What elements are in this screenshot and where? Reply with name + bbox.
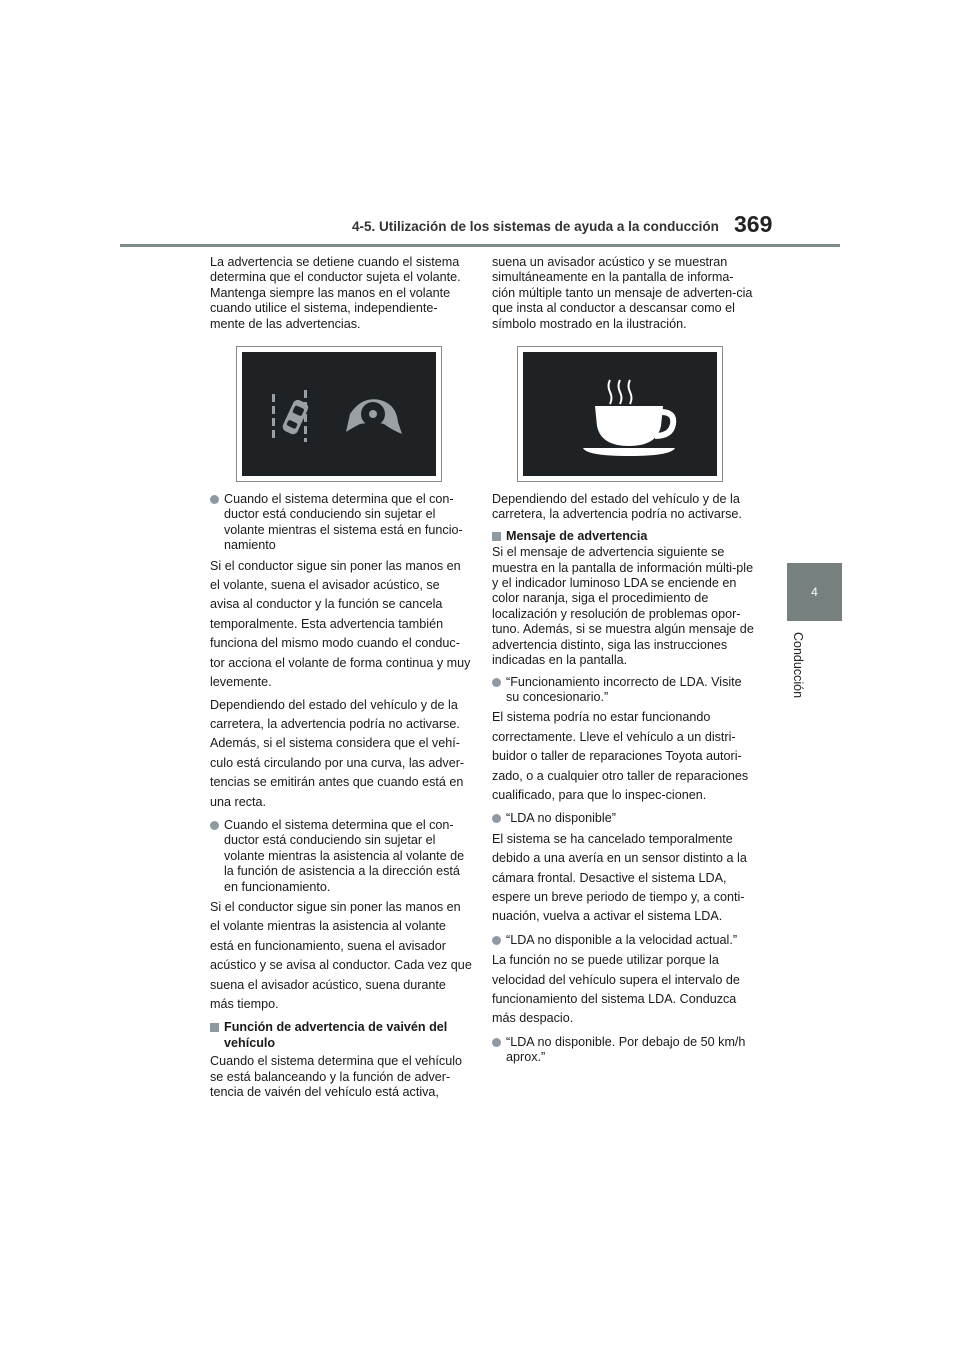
paragraph-hands-off-detail: Si el conductor sigue sin poner las manos en el volante, suena el avisador acústico, se avisa al conductor y la función se cancela temporalmente. Esta advertencia también funciona del mismo modo cuando el conduc-tor acciona el volante de forma continua y muy levemente.	[210, 558, 471, 690]
chapter-label: Conducción	[791, 632, 805, 699]
display-screen	[523, 352, 717, 476]
chapter-tab[interactable]: 4	[787, 563, 842, 621]
left-column	[210, 255, 472, 1100]
section-title: 4-5. Utilización de los sistemas de ayuda a la conducción	[352, 219, 719, 234]
paragraph-rest-condition: Dependiendo del estado del vehículo y de la carretera, la advertencia podría no activarse.	[492, 492, 742, 522]
rest-warning-figure	[517, 346, 723, 482]
coffee-cup-icon	[523, 352, 717, 476]
bullet-hands-off: Cuando el sistema determina que el con-ductor está conduciendo sin sujetar el volante mientras el sistema está en funcio-namiento	[210, 492, 472, 554]
paragraph-warning-message: Si el mensaje de advertencia siguiente se muestra en la pantalla de información múlti-ple y el indicador luminoso LDA se enciende en color naranja, siga el procedimiento de localización y resolución de problemas opor-tuno. Además, si se muestra algún mensaje de advertencia distinto, siga las instrucciones indicadas en la pantalla.	[492, 545, 754, 668]
bullet-lda-unavailable: “LDA no disponible”	[492, 811, 754, 826]
paragraph-sway-continued: suena un avisador acústico y se muestran simultáneamente en la pantalla de informa-ción múltiple tanto un mensaje de adverten-cia que insta al conductor a descansar como el símbolo mostrado en la ilustración.	[492, 255, 753, 331]
intro-paragraph: La advertencia se detiene cuando el sistema determina que el conductor sujeta el volante. Mantenga siempre las manos en el volante cuando utilice el sistema, independiente-mente de las advertencias.	[210, 255, 461, 331]
paragraph-lda-speed: La función no se puede utilizar porque la velocidad del vehículo supera el intervalo de funcionamiento del sistema LDA. Conduzca más despacio.	[492, 953, 740, 1026]
page-number: 369	[734, 211, 773, 237]
display-screen	[242, 352, 436, 476]
bullet-lda-malfunction: “Funcionamiento incorrecto de LDA. Visite su concesionario.”	[492, 675, 754, 706]
paragraph-lda-malfunction: El sistema podría no estar funcionando correctamente. Lleve el vehículo a un distri-buidor o taller de reparaciones Toyota autori-zado, o a cualquier otro taller de reparaciones cualificado, para que lo inspec-cionen.	[492, 710, 749, 802]
bullet-lda-low-speed: “LDA no disponible. Por debajo de 50 km/h aprox.”	[492, 1035, 754, 1066]
paragraph-lda-unavailable: El sistema se ha cancelado temporalmente debido a una avería en un sensor distinto a la cámara frontal. Desactive el sistema LDA, espere un breve periodo de tiempo y, a conti-nuación, vuelva a activar el sistema LDA.	[492, 831, 747, 924]
heading-sway-warning: Función de advertencia de vaivén del vehículo	[210, 1020, 472, 1051]
paragraph-sway-warning: Cuando el sistema determina que el vehículo se está balanceando y la función de adver-tencia de vaivén del vehículo está activa,	[210, 1054, 463, 1100]
hands-off-warning-figure	[236, 346, 442, 482]
bullet-steering-assist: Cuando el sistema determina que el con-ductor está conduciendo sin sujetar el volante mientras la asistencia al volante de la función de asistencia a la dirección está en funcionamiento.	[210, 818, 472, 895]
bullet-lda-speed: “LDA no disponible a la velocidad actual.”	[492, 933, 754, 948]
right-column	[492, 255, 754, 1066]
header-rule	[120, 244, 840, 247]
lane-departure-steering-icon	[242, 352, 436, 476]
paragraph-road-condition: Dependiendo del estado del vehículo y de la carretera, la advertencia podría no activarse. Además, si el sistema considera que el vehí-culo está circulando por una curva, las adver-tencias se emitirán antes que cuando está en una recta.	[210, 697, 465, 809]
paragraph-steering-assist-detail: Si el conductor sigue sin poner las manos en el volante mientras la asistencia al volante está en funcionamiento, suena el avisador acústico y se avisa al conductor. Cada vez que suena el avisador acústico, suena durante más tiempo.	[210, 899, 472, 1011]
heading-warning-message: Mensaje de advertencia	[492, 529, 754, 544]
